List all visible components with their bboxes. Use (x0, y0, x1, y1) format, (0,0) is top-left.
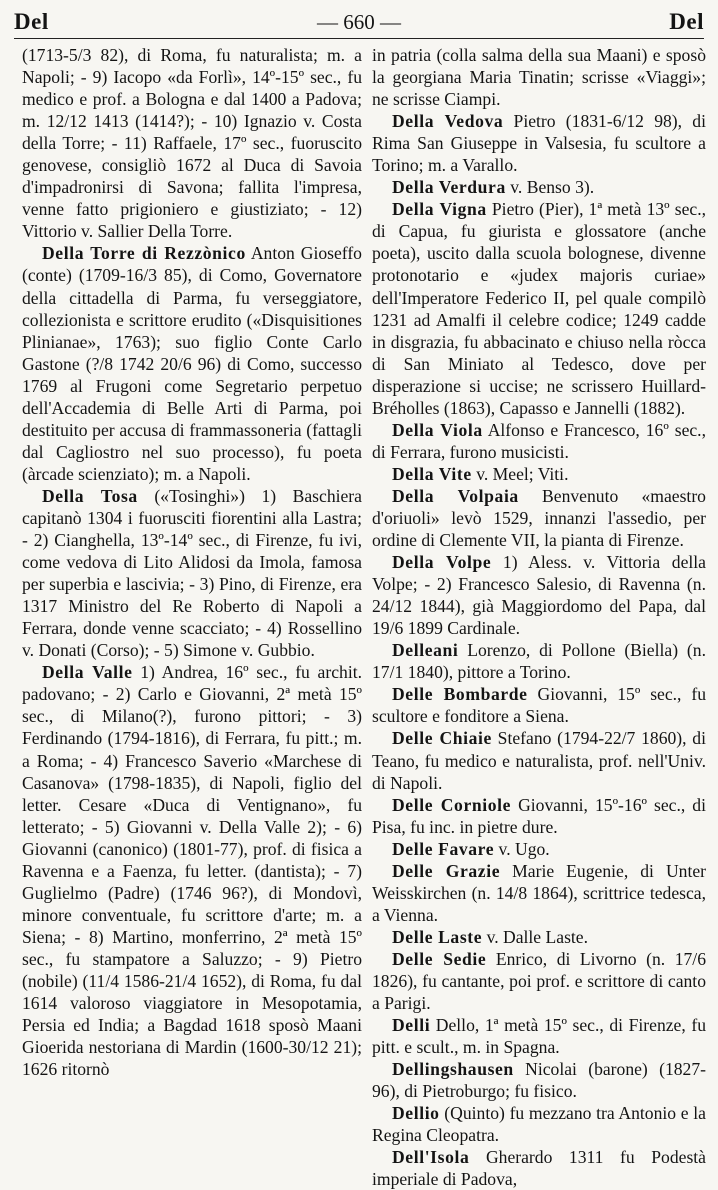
entry-text: Nicolai (barone) (1827-96), di Pietroburgo; fu fisico. (372, 1059, 706, 1102)
entry-text: (1713-5/3 82), di Roma, fu naturalista; m. a Napoli; - 9) Iacopo «da Forlì», 14º-15º sec., fu medico e prof. a Bologna e dal 1400 a Padova; m. 12/12 1413 (1414?); - 10) Ignazio v. Costa della Torre; - 11) Raffaele, 17º sec., fuoruscito genovese, consigliò 1672 al Duca di Savoia d'impadronirsi di Savona; fallita l'impresa, venne fatto prigioniero e giustiziato; - 12) Vittorio v. Sallier Della Torre. (22, 45, 362, 242)
entry-text: Stefano (1794-22/7 1860), di Teano, fu medico e naturalista, prof. nell'Univ. di Napoli. (372, 728, 706, 793)
entry-headword: Della Torre di Rezzònico (42, 243, 246, 264)
entry-text: Giovanni, 15º-16º sec., di Pisa, fu inc. in pietre dure. (372, 794, 706, 837)
entry-text: v. Meel; Viti. (476, 463, 569, 484)
entry-headword: Delle Sedie (392, 948, 487, 969)
entry-text: Pietro (1831-6/12 98), di Rima San Giuseppe in Valsesia, fu scultore a Torino; m. a Varallo. (372, 111, 706, 176)
entry-text: Giovanni, 15º sec., fu scultore e fonditore a Siena. (372, 684, 707, 727)
entry-headword: Delle Favare (392, 838, 495, 859)
dictionary-entry (372, 44, 706, 110)
right-column (372, 44, 707, 1190)
dictionary-entry (372, 639, 706, 683)
dictionary-entry (372, 948, 706, 1014)
dictionary-entry (372, 176, 706, 198)
dictionary-entry (372, 838, 706, 860)
running-header (14, 6, 704, 39)
entry-text: Enrico, di Livorno (n. 17/6 1826), fu cantante, poi prof. e scrittore di canto a Parigi. (372, 948, 706, 1014)
left-column (22, 44, 362, 1130)
entry-headword: Delle Bombarde (392, 684, 528, 705)
entry-text: Anton Gioseffo (conte) (1709-16/3 85), di Como, Governatore della cittadella di Parma, fu verseggiatore, collezionista e scrittore erudito («Disquisitiones Plinianae», 1763); suo figlio Conte Carlo Gastone (?/8 1742 20/6 96) di Como, successo 1769 al Frugoni come Segretario perpetuo dell'Accademia di Belle Arti di Parma, poi destituito per accusa di frammassoneria (fattagli dal Cagliostro nel suo processo), fu poeta (àrcade scienziato); m. a Napoli. (22, 243, 362, 484)
dictionary-entry (22, 242, 362, 485)
dictionary-entry (372, 419, 706, 463)
dictionary-entry (372, 551, 706, 639)
dictionary-entry (372, 1058, 706, 1102)
entry-headword: Della Vigna (392, 199, 487, 220)
entry-text: Gherardo 1311 fu Podestà imperiale di Padova, (372, 1147, 706, 1190)
dictionary-entry (372, 1146, 706, 1190)
entry-headword: Della Vedova (392, 111, 504, 132)
dictionary-entry (372, 198, 706, 418)
entry-headword: Delle Laste (392, 926, 483, 947)
dictionary-entry (372, 926, 706, 948)
dictionary-entry (22, 661, 362, 1080)
dictionary-entry (22, 485, 362, 661)
entry-text: Pietro (Pier), 1ª metà 13º sec., di Capua, fu giurista e glossatore (anche poeta), uscito dalla scuola bolognese, divenne protonotario e «judex majoris curiae» dell'Imperatore Federico II, pel quale compilò 1231 ad Amalfi il celebre codice; 1249 cadde in disgrazia, fu abbacinato e chiuso nella ròcca di San Miniato al Tedesco, dove per disperazione si uccise; ne scrissero Huillard-Bréholles (1863), Capasso e Jannelli (1882). (372, 199, 706, 418)
entry-text: in patria (colla salma della sua Maani) e sposò la georgiana Maria Tinatin; scrisse «Viaggi»; ne scrisse Ciampi. (372, 45, 706, 110)
header-left-headword: Del (14, 9, 49, 34)
entry-headword: Delli (392, 1015, 431, 1036)
entry-text: 1) Andrea, 16º sec., fu archit. padovano; - 2) Carlo e Giovanni, 2ª metà 15º sec., di Milano(?), furono pittori; - 3) Ferdinando (1794-1816), di Ferrara, fu pitt.; m. a Roma; - 4) Francesco Saverio «Marchese di Casanova» (1798-1835), di Napoli, figlio del letter. Cesare «Duca di Ventignano», fu letterato; - 5) Giovanni v. Della Valle 2); - 6) Giovanni (canonico) (1801-77), prof. di fisica a Ravenna e a Faenza, fu letter. (dantista); - 7) Guglielmo (Padre) (1746 96?), di Mondovì, minore conventuale, fu scrittore d'arte; m. a Siena; - 8) Martino, monferrino, 2ª metà 15º sec., fu stampatore a Saluzzo; - 9) Pietro (nobile) (11/4 1586-21/4 1652), di Roma, fu dal 1614 valoroso viaggiatore in Mesopotamia, Persia ed India; a Bagdad 1618 sposò Maani Gioerida nestoriana di Mardin (1600-30/12 21); 1626 ritornò (22, 662, 362, 1080)
dictionary-entry (372, 485, 706, 551)
dictionary-entry (22, 44, 362, 242)
entry-headword: Della Volpe (392, 552, 492, 573)
entry-headword: Dellio (392, 1103, 440, 1124)
entry-headword: Della Viola (392, 419, 483, 440)
header-right-headword: Del (669, 9, 704, 34)
entry-text: v. Dalle Laste. (486, 926, 589, 947)
page-number: — 660 — (317, 9, 401, 34)
entry-headword: Della Tosa (42, 485, 138, 506)
dictionary-entry (372, 1102, 706, 1146)
entry-headword: Della Vite (392, 463, 472, 484)
dictionary-entry (372, 1014, 706, 1058)
entry-headword: Della Verdura (392, 177, 506, 198)
dictionary-entry (372, 463, 706, 485)
entry-text: Dello, 1ª metà 15º sec., di Firenze, fu pitt. e scult., m. in Spagna. (372, 1015, 707, 1058)
entry-headword: Dellingshausen (392, 1059, 514, 1080)
dictionary-entry (372, 683, 706, 727)
dictionary-entry (372, 727, 706, 793)
entry-headword: Dell'Isola (392, 1147, 470, 1168)
entry-text: Benvenuto «maestro d'oriuoli» levò 1529, innanzi l'assedio, per ordine di Clemente VII, la pianta di Firenze. (372, 485, 706, 551)
entry-headword: Delleani (392, 640, 459, 661)
entry-text: v. Benso 3). (510, 177, 595, 198)
dictionary-entry (372, 860, 706, 926)
entry-headword: Della Volpaia (392, 485, 519, 506)
entry-text: (Quinto) fu mezzano tra Antonio e la Regina Cleopatra. (372, 1103, 706, 1146)
entry-headword: Delle Grazie (392, 860, 501, 881)
entry-text: Alfonso e Francesco, 16º sec., di Ferrara, furono musicisti. (372, 419, 706, 462)
dictionary-entry (372, 110, 706, 176)
entry-text: v. Ugo. (498, 838, 550, 859)
entry-headword: Delle Chiaie (392, 728, 492, 749)
entry-headword: Delle Corniole (392, 794, 512, 815)
entry-text: Marie Eugenie, di Unter Weisskirchen (n. 14/8 1864), scrittrice tedesca, a Vienna. (372, 860, 707, 925)
entry-text: 1) Aless. v. Vittoria della Volpe; - 2) Francesco Salesio, di Ravenna (n. 24/12 1844), già Maggiordomo del Papa, dal 19/6 1899 Cardinale. (372, 552, 706, 639)
entry-text: («Tosinghi») 1) Baschiera capitanò 1304 i fuorusciti fiorentini alla Lastra; - 2) Cianghella, 13º-14º sec., di Firenze, fu ivi, come vedova di Lito Alidosi da Imola, famosa per superbia e lascivia; - 3) Pino, di Firenze, era 1317 Ministro del Re Roberto di Napoli a Ferrara, donde venne scacciato; - 4) Rossellino v. Donati (Corso); - 5) Simone v. Gubbio. (22, 485, 362, 661)
entry-text: Lorenzo, di Pollone (Biella) (n. 17/1 1840), pittore a Torino. (372, 640, 706, 683)
entry-headword: Della Valle (42, 662, 133, 683)
dictionary-entry (372, 794, 706, 838)
